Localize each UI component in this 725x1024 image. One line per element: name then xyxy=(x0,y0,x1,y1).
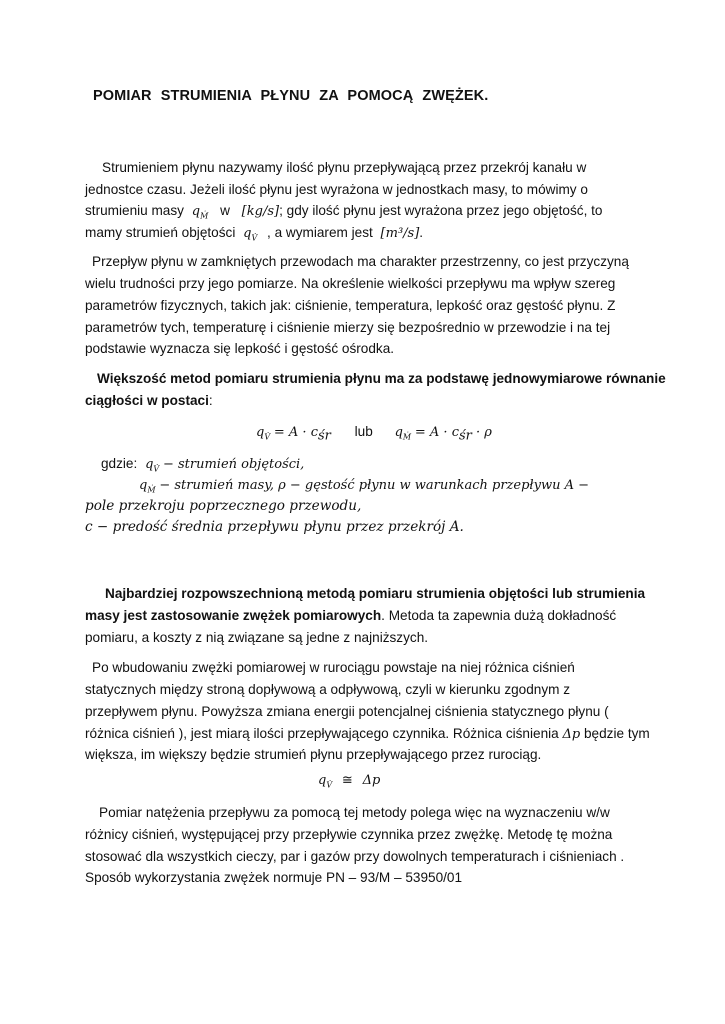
p1-line-4: mamy strumień objętości $q_{V̇}$ , a wymiarem jest [m³/s]. xyxy=(85,225,424,243)
p5-line-5: większa, im większy będzie strumień płynu przepływającego przez rurociąg. xyxy=(85,747,542,762)
where-line-1: gdzie: $q_{V̇}$ − strumień objętości, xyxy=(101,456,305,474)
p2-line-5: podstawie wyznacza się lepkość i gęstość ośrodka. xyxy=(85,341,395,356)
p4-line-1: Najbardziej rozpowszechnioną metodą pomiaru strumienia objętości lub strumienia xyxy=(105,586,646,601)
p2-line-3: parametrów fizycznych, takich jak: ciśnienie, temperatura, lepkość oraz gęstość płynu. Z xyxy=(85,298,616,313)
p1-line-2: jednostce czasu. Jeżeli ilość płynu jest wyrażona w jednostkach masy, to mówimy o xyxy=(85,182,588,197)
where-line-4: c − predość średnia przepływu płynu przez przekrój A. xyxy=(85,519,464,535)
p4-line-2: masy jest zastosowanie zwężek pomiarowych. Metoda ta zapewnia dużą dokładność xyxy=(85,608,617,623)
where-line-2: $q_Ṁ$ − strumień masy, ρ − gęstość płynu w warunkach przepływu A − xyxy=(139,478,590,495)
continuity-equation: $q_{V̇} = A \cdot c_{śr}$ lub $q_Ṁ = A \cdot c_{śr} \cdot \rho$ xyxy=(256,424,492,444)
p3-line-1: Większość metod pomiaru strumienia płynu ma za podstawę jednowymiarowe równanie xyxy=(97,371,666,386)
p5-line-1: Po wbudowaniu zwężki pomiarowej w rurociągu powstaje na niej różnica ciśnień xyxy=(92,660,575,675)
p4-line-3: pomiaru, a koszty z nią związane są jedne z najniższych. xyxy=(85,630,429,645)
p6-line-4: Sposób wykorzystania zwężek normuje PN – 93/M – 53950/01 xyxy=(85,870,463,885)
p6-line-2: różnicy ciśnień, występującej przy przepływie czynnika przez zwężkę. Metodę tę można xyxy=(85,827,613,842)
p1-line-3: strumieniu masy $q_Ṁ$ w [kg/s]; gdy ilość płynu jest wyrażona przez jego objętość, to xyxy=(85,203,603,221)
page-title: POMIAR STRUMIENIA PŁYNU ZA POMOCĄ ZWĘŻEK. xyxy=(93,88,489,104)
p6-line-1: Pomiar natężenia przepływu za pomocą tej metody polega więc na wyznaczeniu w/w xyxy=(99,805,610,820)
where-line-3: pole przekroju poprzecznego przewodu, xyxy=(85,498,362,514)
p2-line-2: wielu trudności przy jego pomiarze. Na określenie wielkości przepływu ma wpływ szereg xyxy=(85,276,616,291)
p6-line-3: stosować dla wszystkich cieczy, par i gazów przy dowolnych temperaturach i ciśnieniach . xyxy=(85,849,625,864)
p5-line-2: statycznych między stroną dopływową a odpływową, czyli w kierunku zgodnym z xyxy=(85,682,571,697)
p2-line-4: parametrów tych, temperaturę i ciśnienie mierzy się bezpośrednio w przewodzie i na tej xyxy=(85,320,611,335)
p2-line-1: Przepływ płynu w zamkniętych przewodach ma charakter przestrzenny, co jest przyczyną xyxy=(92,254,629,269)
p5-line-4: różnica ciśnień ), jest miarą ilości przepływającego czynnika. Różnica ciśnienia Δp będzie tym xyxy=(85,726,650,742)
p1-line-1: Strumieniem płynu nazywamy ilość płynu przepływającą przez przekrój kanału w xyxy=(102,160,587,175)
proportionality-equation: $q_{V̇}$ ≅ Δp xyxy=(318,773,381,790)
p3-line-2: ciągłości w postaci: xyxy=(85,393,213,408)
p5-line-3: przepływem płynu. Powyższa zmiana energii potencjalnej ciśnienia statycznego płynu ( xyxy=(85,704,609,719)
